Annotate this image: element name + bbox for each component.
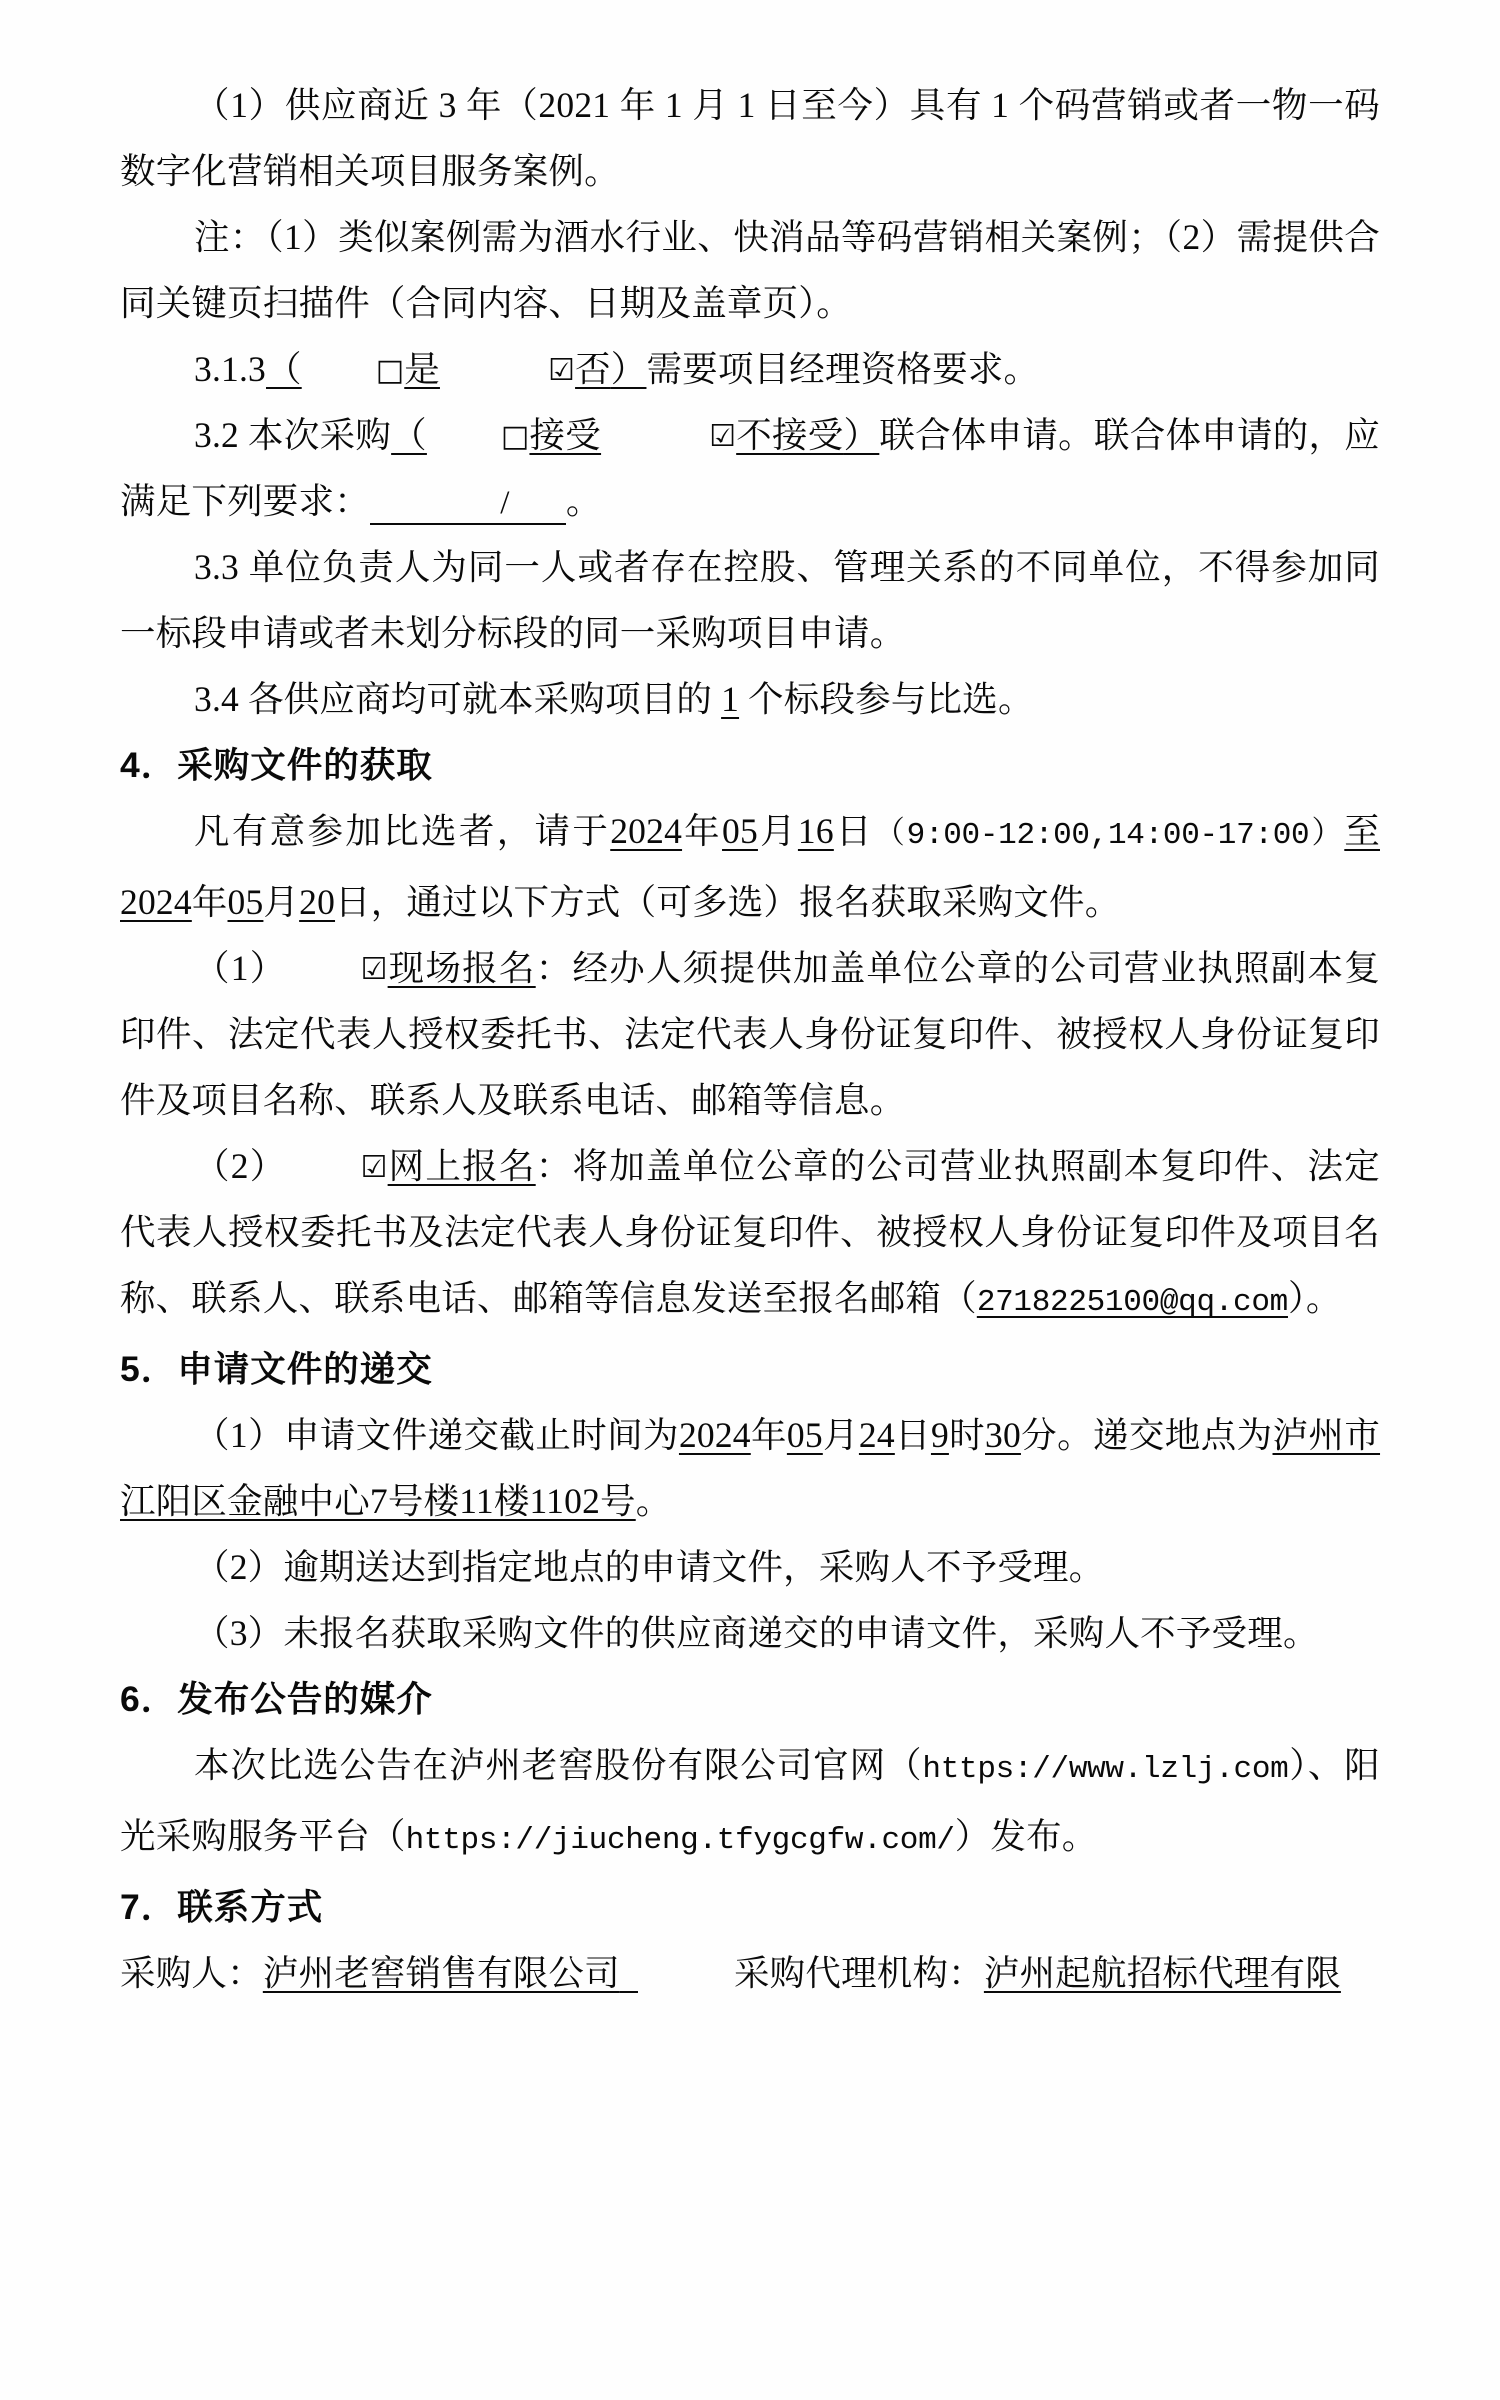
paragraph-note [120, 204, 1380, 336]
sec5-item1-b: 。递交地点为 [1057, 1415, 1273, 1455]
submission-deadline-minute: 30 [985, 1415, 1021, 1455]
clause-3-4-text-a: 各供应商均可就本采购项目的 [247, 679, 713, 719]
clause-3-2-choice-group [391, 415, 879, 455]
section-4-heading: 4．采购文件的获取 [120, 745, 433, 785]
submission-address: 泸州市江阳区金融中心7号楼11楼1102号 [120, 1415, 1381, 1521]
clause-number-3-3: 3.3 [194, 547, 239, 587]
acquire-end-month: 05 [227, 882, 264, 922]
clause-3-4-text-b: 个标段参与比选。 [748, 679, 1034, 719]
clause-3-1-3-choice-group [266, 349, 646, 389]
sec6-text-b: ）、阳光采购服务平台（ [120, 1745, 1380, 1856]
unit-year: 年 [750, 1415, 787, 1455]
clause-3-2-mid: 联合体申请。联合体申请的，应满足下列要求： [120, 415, 1381, 521]
sec4-intro-c: 日，通过以下方式（可多选）报名获取采购文件。 [335, 882, 1121, 922]
case-req-text-b: 年（ [465, 85, 539, 125]
lot-count-value: 1 [721, 679, 740, 719]
paren-close: ） [610, 349, 647, 389]
unit-day: 日 [894, 1415, 931, 1455]
case-req-text-a: 供应商近 [284, 85, 430, 125]
option-reject-label: 不接受 [736, 415, 844, 455]
clause-3-3-text: 单位负责人为同一人或者存在控股、管理关系的不同单位，不得参加同一标段申请或者未划分标段的同一采购项目申请。 [120, 547, 1380, 653]
acquire-end-year: 2024 [120, 882, 192, 922]
paragraph-6-body [120, 1732, 1380, 1874]
acquire-start-year: 2024 [610, 811, 683, 851]
unit-minute: 分 [1020, 1415, 1058, 1455]
sec6-text-c: ）发布。 [954, 1816, 1098, 1856]
paragraph-3-4 [120, 666, 1380, 732]
case-req-count: 1 [991, 85, 1010, 125]
paragraph-3-2 [120, 402, 1380, 534]
case-req-years: 3 [438, 85, 457, 125]
agent-label: 采购代理机构： [733, 1953, 984, 1993]
unit-year: 年 [682, 811, 723, 851]
paragraph-3-1-3 [120, 336, 1380, 402]
section-5-heading: 5．申请文件的递交 [120, 1349, 433, 1389]
online-registration-text-b: ）。 [1287, 1278, 1342, 1318]
checkbox-onsite-checked-icon[interactable]: ☑ [360, 952, 388, 987]
clause-number-3-4: 3.4 [194, 679, 239, 719]
case-req-text-d: 月 [691, 85, 729, 125]
clause-3-2-end: 。 [565, 481, 602, 521]
note-prefix: 注： [194, 217, 266, 257]
buyer-name: 泸州老窖销售有限公司 [262, 1953, 620, 1993]
checkbox-no-checked-icon[interactable]: ☑ [547, 353, 576, 388]
paragraph-5-item-1 [120, 1402, 1380, 1534]
clause-number-3-1-3: 3.1.3 [194, 349, 266, 389]
option-yes-label: 是 [404, 349, 440, 389]
clause-3-1-3-tail: 需要项目经理资格要求。 [646, 349, 1040, 389]
clause-number-3-2: 3.2 [194, 415, 239, 455]
online-registration-title: 网上报名 [387, 1146, 536, 1186]
acquire-end-day: 20 [299, 882, 336, 922]
paragraph-5-item-3: （3）未报名获取采购文件的供应商递交的申请文件，采购人不予受理。 [194, 1613, 1319, 1653]
colon: ： [535, 948, 573, 988]
paragraph-4-intro [120, 798, 1380, 935]
onsite-registration-title: 现场报名 [387, 948, 536, 988]
unit-day: 日 [833, 811, 874, 851]
option-accept-label: 接受 [529, 415, 602, 455]
checkbox-accept-unchecked-icon[interactable]: □ [500, 419, 530, 454]
case-req-text-f: 个码营销或者一物一码数字化营销相关项目服务案例。 [120, 85, 1381, 191]
section-7-heading: 7．联系方式 [120, 1887, 324, 1927]
paragraph-3-3 [120, 534, 1380, 666]
case-req-text-c: 年 [619, 85, 656, 125]
submission-deadline-year: 2024 [678, 1415, 751, 1455]
unit-month: 月 [757, 811, 798, 851]
procurement-platform-url[interactable]: https://jiucheng.tfygcgfw.com/ [405, 1823, 955, 1858]
item-2-label: （2） [194, 1146, 287, 1186]
paragraph-5-item-2: （2）逾期送达到指定地点的申请文件，采购人不予受理。 [194, 1547, 1105, 1587]
case-req-day-from: 1 [737, 85, 756, 125]
online-registration-text-a: 将加盖单位公章的公司营业执照副本复印件、法定代表人授权委托书及法定代表人身份证复印件、被授权人身份证复印件及项目名称、联系人、联系电话、邮箱等信息发送至报名邮箱（ [120, 1146, 1380, 1318]
buyer-label: 采购人： [120, 1953, 263, 1993]
unit-year: 年 [191, 882, 228, 922]
submission-deadline-day: 24 [858, 1415, 895, 1455]
onsite-registration-group [287, 948, 536, 988]
paragraph-4-item-1 [120, 935, 1380, 1133]
unit-month: 月 [822, 1415, 859, 1455]
sec4-intro-b: 至 [1344, 811, 1380, 851]
acquire-office-hours: （9:00-12:00,14:00-17:00） [873, 818, 1345, 853]
checkbox-online-checked-icon[interactable]: ☑ [360, 1150, 388, 1185]
sec6-text-a: 本次比选公告在泸州老窖股份有限公司官网（ [194, 1745, 923, 1785]
case-req-text-e: 日至今）具有 [764, 85, 983, 125]
registration-email[interactable]: 2718225100@qq.com [976, 1285, 1288, 1320]
submission-deadline-month: 05 [786, 1415, 823, 1455]
paren-open: （ [266, 349, 302, 389]
unit-hour: 时 [948, 1415, 986, 1455]
sec4-intro-a: 凡有意参加比选者，请于 [194, 811, 611, 851]
sec5-item1-c: 。 [635, 1481, 672, 1521]
section-6-heading: 6．发布公告的媒介 [120, 1679, 433, 1719]
submission-deadline-hour: 9 [930, 1415, 949, 1455]
onsite-registration-text: 经办人须提供加盖单位公章的公司营业执照副本复印件、法定代表人授权委托书、法定代表人身份证复印件、被授权人身份证复印件及项目名称、联系人及联系电话、邮箱等信息。 [120, 948, 1380, 1120]
agent-name: 泸州起航招标代理有限 [983, 1953, 1341, 1993]
online-registration-group [287, 1146, 536, 1186]
acquire-start-day: 16 [797, 811, 834, 851]
paren-close: ） [843, 415, 880, 455]
paragraph-7-contacts [120, 1940, 1380, 2006]
official-website-url[interactable]: https://www.lzlj.com [922, 1752, 1289, 1787]
colon: ： [535, 1146, 573, 1186]
case-req-label: （1） [194, 85, 285, 125]
paragraph-4-item-2 [120, 1133, 1380, 1336]
unit-month: 月 [263, 882, 300, 922]
item-1-label: （1） [194, 948, 287, 988]
paragraph-case-requirement [120, 72, 1380, 204]
checkbox-yes-unchecked-icon[interactable]: □ [375, 353, 405, 388]
checkbox-reject-checked-icon[interactable]: ☑ [709, 419, 737, 454]
clause-3-2-lead: 本次采购 [247, 415, 392, 455]
paren-open: （ [391, 415, 427, 455]
blank-field-consortium-requirements[interactable]: / [370, 483, 566, 525]
note-item-1: （1）类似案例需为酒水行业、快消品等码营销相关案例； [265, 217, 1165, 257]
option-no-label: 否 [575, 349, 611, 389]
case-req-year-from: 2021 [538, 85, 611, 125]
acquire-start-month: 05 [722, 811, 758, 851]
note-item-2: （2）需提供合同关键页扫描件（合同内容、日期及盖章页）。 [120, 217, 1381, 323]
sec5-item1-a: （1）申请文件递交截止时间为 [194, 1415, 679, 1455]
case-req-month-from: 1 [664, 85, 683, 125]
